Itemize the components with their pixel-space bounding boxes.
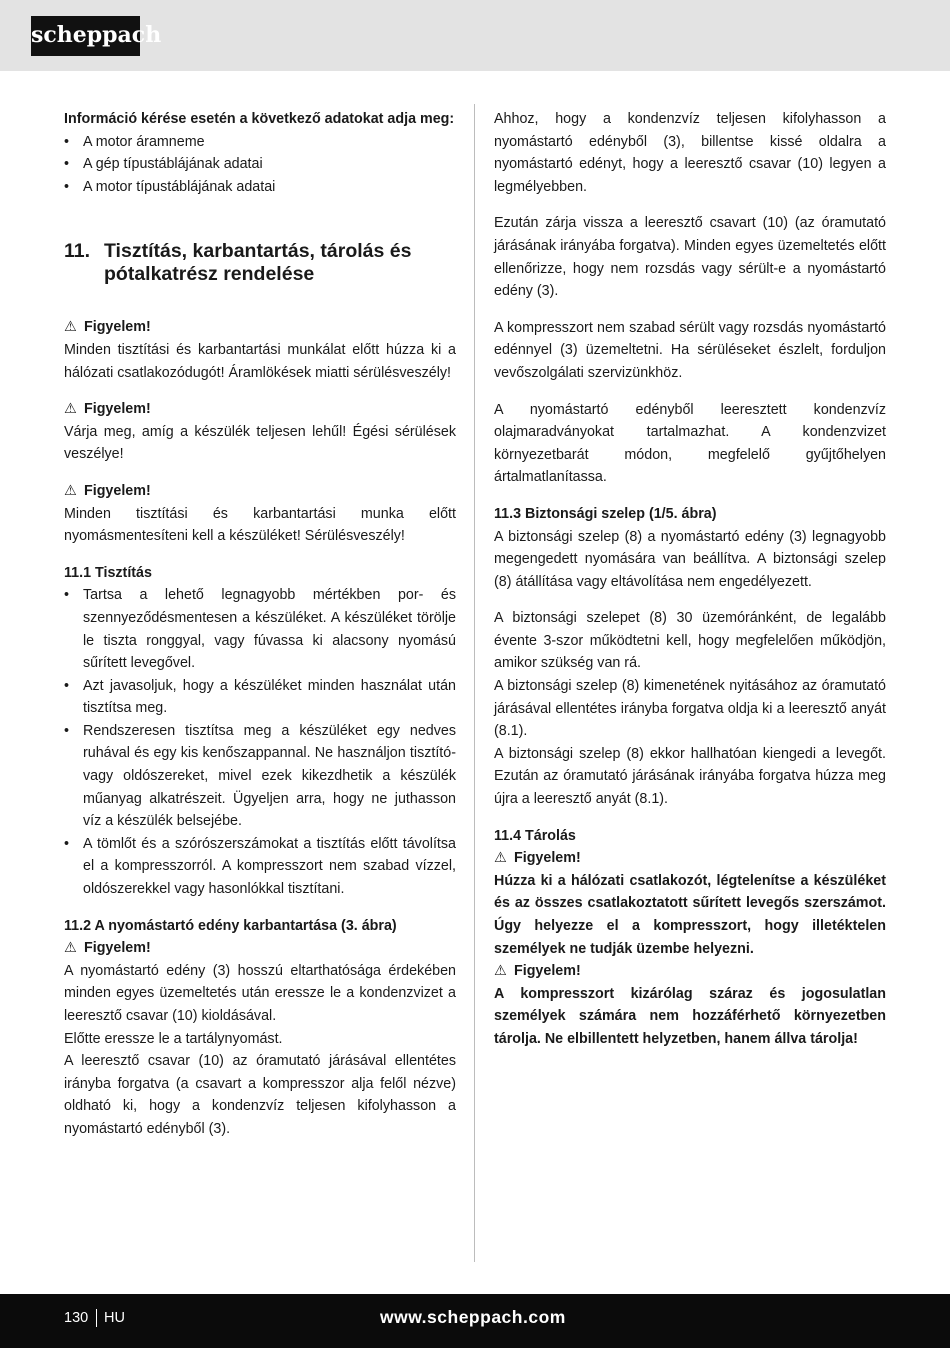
list-item: • A motor áramneme xyxy=(64,131,456,154)
paragraph: A nyomástartó edényből leeresztett kondenzvíz olajmaradványokat tartalmazhat. A kondenzvizet környezetbarát módon, megfelelő gyűjtőhelyen ártalmatlanítassa. xyxy=(494,401,886,486)
scheppach-logo: scheppach xyxy=(31,16,140,56)
info-list xyxy=(64,131,456,199)
footer-separator xyxy=(96,1309,97,1327)
section-title: Tisztítás, karbantartás, tárolás és pótalkatrész rendelése xyxy=(104,240,412,286)
left-column xyxy=(64,108,456,1141)
list-item: • A gép típustáblájának adatai xyxy=(64,153,456,176)
storage-warning-text: A kompresszort kizárólag száraz és jogosulatlan személyek számára nem hozzáférhető környezetben tárolja. Ne elbillentett helyzetben, hanem állva tárolja! xyxy=(494,985,886,1047)
paragraph: Ahhoz, hogy a kondenzvíz teljesen kifolyhasson a nyomástartó edényből (3), billentse kissé oldalra a nyomástartó edényt, hogy a leeresztő csavar (10) legyen a legmélyebben. xyxy=(494,111,886,195)
website-link[interactable]: www.scheppach.com xyxy=(380,1307,566,1327)
language-code: HU xyxy=(104,1310,125,1326)
paragraph: A kompresszort nem szabad sérült vagy rozsdás nyomástartó edénnyel (3) üzemeltetni. Ha sérüléseket észlelt, forduljon vevőszolgálati szervizünkhöz. xyxy=(494,319,886,381)
subsection-title: 11.3 Biztonsági szelep (1/5. ábra) xyxy=(494,505,717,522)
list-item: • A tömlőt és a szórószerszámokat a tisztítás előtt távolítsa el a kompresszorról. A kompresszort nem szabad vízzel, oldószerekkel vagy hasonlókkal tisztítani. xyxy=(64,833,456,901)
subsection-title: 11.2 A nyomástartó edény karbantartása (3. ábra) xyxy=(64,917,397,934)
paragraph: A biztonsági szelepet (8) 30 üzemóránként, de legalább évente 3-szor működtetni kell, hogy megfelelően működjön, amikor szükség van rá. xyxy=(494,610,886,672)
page-number: 130 xyxy=(64,1310,89,1326)
warning-icon: ⚠ xyxy=(64,401,77,418)
info-heading: Információ kérése esetén a következő adatokat adja meg: xyxy=(64,111,455,127)
warning-label: ⚠ Figyelem! xyxy=(494,847,886,870)
warning-text: Minden tisztítási és karbantartási munkálat előtt húzza ki a hálózati csatlakozódugót! Áramlökések miatti sérülésveszély! xyxy=(64,341,456,381)
list-item: • Tartsa a lehető legnagyobb mértékben por- és szennyeződésmentesen a készüléket. A készüléket törölje le tiszta ronggyal, vagy fúvassa ki alacsony nyomású sűrített levegővel. xyxy=(64,584,456,674)
warning-3 xyxy=(64,480,456,548)
subsection-title: 11.1 Tisztítás xyxy=(64,564,152,581)
list-item: • Rendszeresen tisztítsa meg a készüléket egy nedves ruhával és egy kis kenőszappannal. Ne használjon tisztító- vagy oldószereket, mivel ezek kikezdhetik a készülék műanyag alkatrészeit. Ügyeljen arra, hogy ne juthasson víz a készülék belsejébe. xyxy=(64,720,456,833)
warning-label: ⚠ Figyelem! xyxy=(64,483,151,499)
warning-1 xyxy=(64,316,456,384)
paragraph: Előtte eressze le a tartálynyomást. xyxy=(64,1030,283,1047)
warning-2 xyxy=(64,398,456,466)
warning-label: ⚠ Figyelem! xyxy=(64,401,151,417)
storage-warning-text: Húzza ki a hálózati csatlakozót, légtelenítse a készüléket és az összes csatlakoztatott sűrített levegős szerszámot. Úgy helyezze el a kompresszort, hogy illetéktelen személyek ne tudják üzembe helyezni. xyxy=(494,872,886,957)
warning-label: ⚠ Figyelem! xyxy=(64,319,151,335)
page-footer xyxy=(0,1294,950,1348)
list-item: • A motor típustáblájának adatai xyxy=(64,176,456,199)
paragraph: Ezután zárja vissza a leeresztő csavart (10) (az óramutató járásának irányába forgatva). Minden egyes üzemeltetés előtt ellenőrizze, hogy nem rozsdás vagy sérült-e a nyomástartó edény (3). xyxy=(494,215,886,300)
subsection-title: 11.4 Tárolás xyxy=(494,827,576,844)
warning-text: Minden tisztítási és karbantartási munka előtt nyomásmentesíteni kell a készüléket! Sérülésveszély! xyxy=(64,505,456,545)
warning-label: ⚠ Figyelem! xyxy=(64,937,456,960)
list-item: • Azt javasoljuk, hogy a készüléket minden használat után tisztítsa meg. xyxy=(64,675,456,720)
paragraph: A biztonsági szelep (8) ekkor hallhatóan kiengedi a levegőt. Ezután az óramutató járásának irányába forgatva húzza meg újra a leeresztő anyát (8.1). xyxy=(494,745,886,808)
warning-icon: ⚠ xyxy=(64,940,77,957)
paragraph: A biztonsági szelep (8) kimenetének nyitásához az óramutató járásával ellentétes irányba forgatva oldja ki a leeresztő anyát (8.1). xyxy=(494,678,886,740)
paragraph: A nyomástartó edény (3) hosszú eltarthatósága érdekében minden egyes üzemeltetés után eressze le a kondenzvizet a leeresztő csavar (10) kioldásával. xyxy=(64,962,456,1024)
column-divider xyxy=(474,104,475,1262)
warning-icon: ⚠ xyxy=(494,963,507,980)
page-header xyxy=(0,0,950,71)
paragraph: A biztonsági szelep (8) a nyomástartó edény (3) legnagyobb megengedett nyomására van beállítva. A biztonsági szelep (8) átállítása vagy eltávolítása nem engedélyezett. xyxy=(494,528,886,590)
warning-label: ⚠ Figyelem! xyxy=(494,960,886,983)
cleaning-list xyxy=(64,584,456,900)
warning-icon: ⚠ xyxy=(64,482,77,499)
right-column xyxy=(494,108,886,1051)
paragraph: A leeresztő csavar (10) az óramutató járásával ellentétes irányba forgatva (a csavart a kompresszor alja felől nézve) oldható ki, hogy a kondenzvíz teljesen kifolyhasson a nyomástartó edényből (3). xyxy=(64,1053,456,1137)
warning-text: Várja meg, amíg a készülék teljesen lehűl! Égési sérülések veszélye! xyxy=(64,423,456,463)
warning-icon: ⚠ xyxy=(64,319,77,336)
section-number: 11. xyxy=(64,240,91,263)
warning-icon: ⚠ xyxy=(494,850,507,867)
section-heading xyxy=(64,240,456,286)
